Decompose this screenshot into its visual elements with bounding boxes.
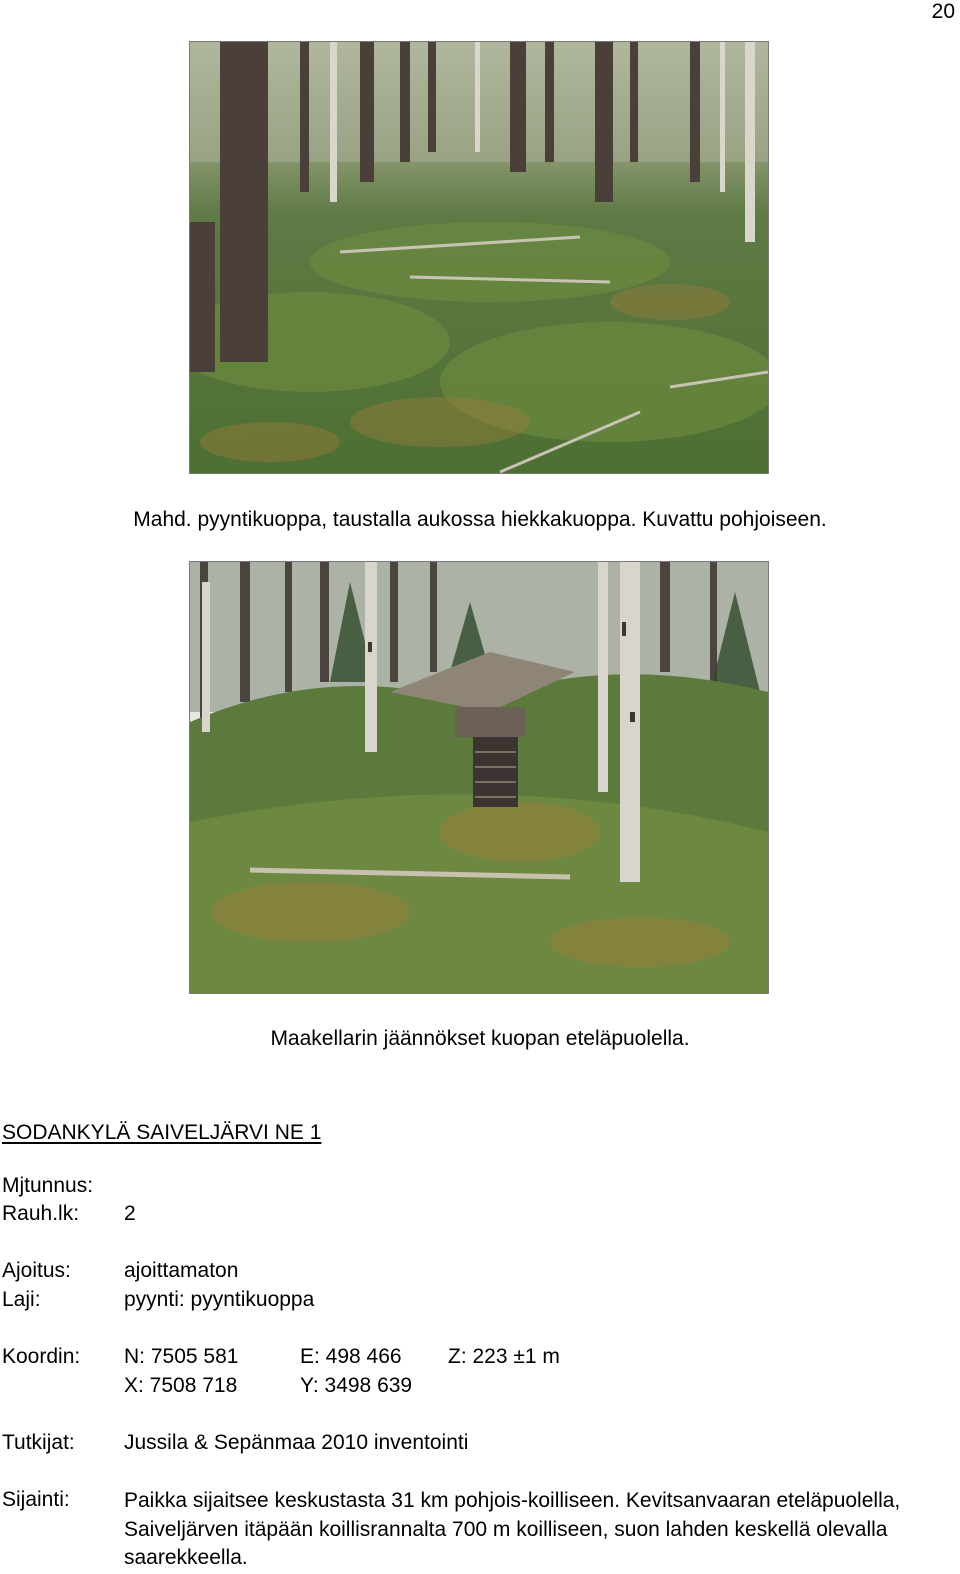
tutkijat-value: Jussila & Sepänmaa 2010 inventointi xyxy=(124,1431,469,1454)
coord-e: E: 498 466 xyxy=(300,1345,402,1368)
forest-pit-photo xyxy=(189,41,769,474)
photo-caption-2: Maakellarin jäännökset kuopan eteläpuolella. xyxy=(270,1027,690,1050)
ajoitus-label: Ajoitus: xyxy=(2,1259,71,1282)
laji-label: Laji: xyxy=(2,1288,41,1311)
coord-n: N: 7505 581 xyxy=(124,1345,239,1368)
sijainti-label: Sijainti: xyxy=(2,1488,70,1511)
koordin-label: Koordin: xyxy=(2,1345,81,1368)
coord-z: Z: 223 ±1 m xyxy=(448,1345,560,1368)
site-title: SODANKYLÄ SAIVELJÄRVI NE 1 xyxy=(2,1121,322,1144)
page-number: 20 xyxy=(931,0,955,23)
photo-caption-1: Mahd. pyyntikuoppa, taustalla aukossa hiekkakuoppa. Kuvattu pohjoiseen. xyxy=(133,508,827,531)
sijainti-value: Paikka sijaitsee keskustasta 31 km pohjois-koilliseen. Kevitsanvaaran eteläpuolella, Saiveljärven itäpään koillisrannalta 700 m koilliseen, suon lahden keskellä olevalla saarekkeella. xyxy=(124,1489,901,1569)
root-cellar-photo xyxy=(189,561,769,994)
rauhlk-label: Rauh.lk: xyxy=(2,1202,80,1225)
coord-y: Y: 3498 639 xyxy=(300,1374,413,1397)
coord-x: X: 7508 718 xyxy=(124,1374,238,1397)
laji-value: pyynti: pyyntikuoppa xyxy=(124,1288,315,1311)
ajoitus-value: ajoittamaton xyxy=(124,1259,239,1282)
tutkijat-label: Tutkijat: xyxy=(2,1431,75,1454)
mjtunnus-label: Mjtunnus: xyxy=(2,1174,94,1197)
rauhlk-value: 2 xyxy=(124,1202,136,1225)
